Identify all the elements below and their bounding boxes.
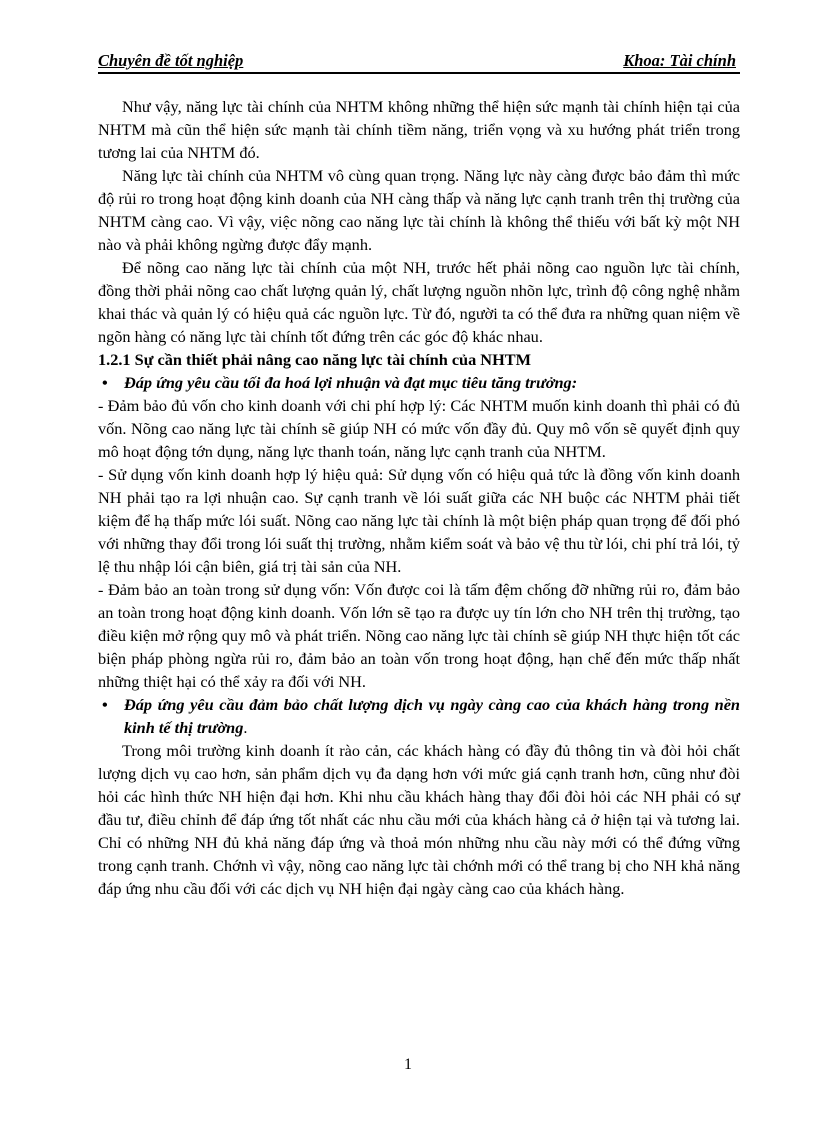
bullet-item-service-quality xyxy=(98,693,740,739)
bullet-icon: • xyxy=(102,373,108,392)
bullet-text: Đáp ứng yêu cầu tối đa hoá lợi nhuận và đạt mục tiêu tăng trưởng: xyxy=(124,373,578,392)
page-number: 1 xyxy=(404,1056,412,1073)
page-header xyxy=(98,50,740,74)
document-body xyxy=(98,95,740,900)
bullet-tail: . xyxy=(243,718,248,737)
dash-item-efficiency: - Sử dụng vốn kinh doanh hợp lý hiệu quả: Sử dụng vốn có hiệu quả tức là đồng vốn kinh doanh NH phải tạo ra lợi nhuận cao. Sự cạnh tranh về lói suất giữa các NH buộc các NHTM phải tiết kiệm để hạ thấp mức lói suất. Nõng cao năng lực tài chính là một biện pháp quan trọng để đối phó với những thay đổi trong lói suất thị trường, nhằm kiểm soát và bảo vệ thu từ lói, chi phí trả lói, tỷ lệ thu nhập lói cận biên, giá trị tài sản của NH. xyxy=(98,465,740,576)
bullet-text: Đáp ứng yêu cầu đảm bảo chất lượng dịch vụ ngày càng cao của khách hàng trong nền kinh tế thị trường xyxy=(124,695,740,737)
dash-item-capital: - Đảm bảo đủ vốn cho kinh doanh với chi phí hợp lý: Các NHTM muốn kinh doanh thì phải có đủ vốn. Nõng cao năng lực tài chính sẽ giúp NH có mức vốn đầy đủ. Quy mô vốn sẽ quyết định quy mô hoạt động tớn dụng, năng lực thanh toán, năng lực cạnh tranh của NHTM. xyxy=(98,396,740,461)
bullet-item-profit xyxy=(98,371,740,394)
paragraph-3: Để nõng cao năng lực tài chính của một NH, trước hết phải nõng cao nguồn lực tài chính, đồng thời phải nõng cao chất lượng quản lý, chất lượng nguồn nhõn lực, trình độ công nghệ nhằm khai thác và quản lý có hiệu quả các nguồn lực. Từ đó, người ta có thể đưa ra những quan niệm về ngõn hàng có năng lực tài chính tốt đứng trên các góc độ khác nhau. xyxy=(98,258,740,346)
section-heading: 1.2.1 Sự cần thiết phải nâng cao năng lực tài chính của NHTM xyxy=(98,350,531,369)
header-right-title: Khoa: Tài chính xyxy=(623,51,736,70)
paragraph-2: Năng lực tài chính của NHTM vô cùng quan trọng. Năng lực này càng được bảo đảm thì mức độ rủi ro trong hoạt động kinh doanh của NH càng thấp và năng lực cạnh tranh trên thị trường của NHTM càng cao. Vì vậy, việc nõng cao năng lực tài chính là không thể thiếu với bất kỳ một NH nào và phải không ngừng được đẩy mạnh. xyxy=(98,166,740,254)
paragraph-1: Như vậy, năng lực tài chính của NHTM không những thể hiện sức mạnh tài chính hiện tại của NHTM mà cũn thể hiện sức mạnh tài chính tiềm năng, triển vọng và xu hướng phát triển trong tương lai của NHTM đó. xyxy=(98,97,740,162)
dash-item-safety: - Đảm bảo an toàn trong sử dụng vốn: Vốn được coi là tấm đệm chống đỡ những rủi ro, đảm bảo an toàn trong hoạt động kinh doanh. Vốn lớn sẽ tạo ra được uy tín lớn cho NH trên thị trường, tạo điều kiện mở rộng quy mô và phát triển. Nõng cao năng lực tài chính sẽ giúp NH thực hiện tốt các biện pháp phòng ngừa rủi ro, đảm bảo an toàn vốn trong hoạt động, hạn chế đến mức thấp nhất những thiệt hại có thể xảy ra đối với NH. xyxy=(98,580,740,691)
bullet-icon: • xyxy=(102,695,108,714)
paragraph-4: Trong môi trường kinh doanh ít rào cản, các khách hàng có đầy đủ thông tin và đòi hỏi chất lượng dịch vụ cao hơn, sản phẩm dịch vụ đa dạng hơn với mức giá cạnh tranh hơn, cũng như đòi hỏi các hình thức NH hiện đại hơn. Khi nhu cầu khách hàng thay đổi đòi hỏi các NH phải có sự đầu tư, điều chỉnh để đáp ứng tốt nhất các nhu cầu mới của khách hàng cả ở hiện tại và tương lai. Chỉ có những NH đủ khả năng đáp ứng và thoả món những nhu cầu này mới có thể đứng vững trong cạnh tranh. Chớnh vì vậy, nõng cao năng lực tài chớnh mới có thể trang bị cho NH khả năng đáp ứng nhu cầu đối với các dịch vụ NH hiện đại ngày càng cao của khách hàng. xyxy=(98,741,740,898)
header-left-title: Chuyên đề tốt nghiệp xyxy=(98,51,244,70)
